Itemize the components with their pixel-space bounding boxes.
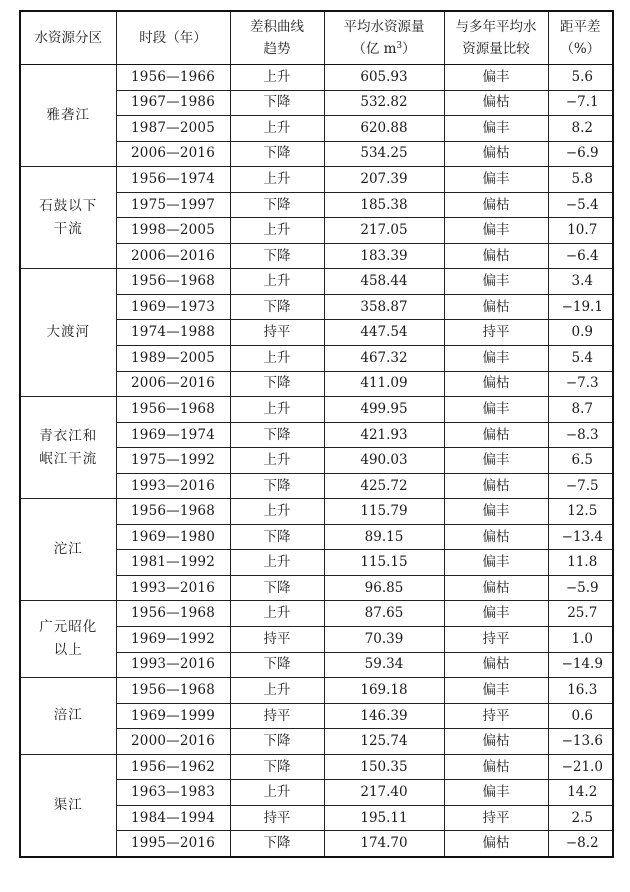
compare-cell: 偏丰 [444,65,548,91]
compare-cell: 偏丰 [444,218,548,244]
trend-cell: 下降 [230,652,324,678]
period-cell: 1993—2016 [116,473,230,499]
header-average-unit-sup: 3 [396,41,403,51]
compare-cell: 偏丰 [444,269,548,295]
zone-name-line: 大渡河 [46,324,90,341]
header-trend [230,11,324,65]
average-cell: 532.82 [324,90,444,116]
deviation-cell: −6.9 [548,141,613,167]
compare-cell: 偏枯 [444,90,548,116]
average-cell: 490.03 [324,448,444,474]
trend-cell: 下降 [230,473,324,499]
average-cell: 425.72 [324,473,444,499]
zone-name-line: 渠江 [53,796,83,813]
average-cell: 421.93 [324,422,444,448]
trend-cell: 上升 [230,499,324,525]
period-cell: 2000—2016 [116,729,230,755]
water-resources-table [19,10,614,858]
compare-cell: 偏枯 [444,831,548,857]
average-cell: 87.65 [324,601,444,627]
trend-cell: 上升 [230,601,324,627]
compare-cell: 偏枯 [444,192,548,218]
zone-name-line: 雅砻江 [46,107,90,124]
deviation-cell: 8.2 [548,116,613,142]
period-cell: 1975—1997 [116,192,230,218]
period-cell: 1969—1999 [116,703,230,729]
zone-cell [20,678,116,755]
deviation-cell: −13.4 [548,524,613,550]
average-cell: 125.74 [324,729,444,755]
deviation-cell: 8.7 [548,397,613,423]
period-cell: 1956—1968 [116,499,230,525]
deviation-cell: 16.3 [548,678,613,704]
period-cell: 1956—1968 [116,269,230,295]
average-cell: 169.18 [324,678,444,704]
deviation-cell: −7.3 [548,371,613,397]
header-compare [444,11,548,65]
average-cell: 59.34 [324,652,444,678]
header-period-text: 时段（年） [139,29,207,46]
compare-cell: 偏枯 [444,754,548,780]
trend-cell: 上升 [230,780,324,806]
zone-cell [20,397,116,499]
header-average-unit-post: ） [402,41,416,57]
period-cell: 1969—1980 [116,524,230,550]
compare-cell: 偏丰 [444,499,548,525]
trend-cell: 上升 [230,218,324,244]
trend-cell: 下降 [230,243,324,269]
trend-cell: 下降 [230,831,324,857]
trend-cell: 上升 [230,448,324,474]
header-average-line1: 平均水资源量 [343,18,425,35]
period-cell: 1984—1994 [116,805,230,831]
average-cell: 358.87 [324,294,444,320]
deviation-cell: 0.9 [548,320,613,346]
average-cell: 96.85 [324,575,444,601]
deviation-cell: −14.9 [548,652,613,678]
compare-cell: 偏丰 [444,346,548,372]
average-cell: 620.88 [324,116,444,142]
deviation-cell: −8.3 [548,422,613,448]
period-cell: 1989—2005 [116,346,230,372]
trend-cell: 上升 [230,346,324,372]
period-cell: 1969—1973 [116,294,230,320]
zone-name-line: 以上 [53,642,83,659]
trend-cell: 下降 [230,524,324,550]
table-row [20,269,613,295]
deviation-cell: 10.7 [548,218,613,244]
period-cell: 1969—1992 [116,627,230,653]
header-deviation-line1: 距平差 [560,18,601,35]
zone-cell [20,601,116,678]
zone-cell [20,754,116,857]
trend-cell: 上升 [230,678,324,704]
compare-cell: 偏枯 [444,294,548,320]
deviation-cell: −5.4 [548,192,613,218]
trend-cell: 下降 [230,575,324,601]
trend-cell: 上升 [230,550,324,576]
header-zone [20,11,116,65]
average-cell: 534.25 [324,141,444,167]
trend-cell: 下降 [230,371,324,397]
header-average-unit-pre: （亿 m [352,41,397,57]
period-cell: 1956—1968 [116,397,230,423]
deviation-cell: 6.5 [548,448,613,474]
compare-cell: 偏丰 [444,116,548,142]
trend-cell: 上升 [230,116,324,142]
compare-cell: 偏丰 [444,397,548,423]
header-deviation-line2: （%） [560,41,601,57]
period-cell: 1956—1974 [116,167,230,193]
average-cell: 174.70 [324,831,444,857]
average-cell: 146.39 [324,703,444,729]
zone-cell [20,65,116,167]
deviation-cell: −21.0 [548,754,613,780]
average-cell: 70.39 [324,627,444,653]
period-cell: 1998—2005 [116,218,230,244]
header-deviation [548,11,613,65]
header-zone-text: 水资源分区 [34,29,102,46]
average-cell: 499.95 [324,397,444,423]
period-cell: 2006—2016 [116,243,230,269]
table-row [20,499,613,525]
trend-cell: 持平 [230,320,324,346]
deviation-cell: −7.1 [548,90,613,116]
period-cell: 2006—2016 [116,371,230,397]
compare-cell: 偏枯 [444,524,548,550]
average-cell: 467.32 [324,346,444,372]
period-cell: 1974—1988 [116,320,230,346]
compare-cell: 持平 [444,320,548,346]
deviation-cell: 11.8 [548,550,613,576]
average-cell: 605.93 [324,65,444,91]
zone-cell [20,499,116,601]
compare-cell: 偏丰 [444,601,548,627]
zone-cell [20,167,116,269]
period-cell: 1956—1968 [116,678,230,704]
zone-name-line: 岷江干流 [39,450,98,467]
average-cell: 447.54 [324,320,444,346]
average-cell: 150.35 [324,754,444,780]
table-row [20,678,613,704]
compare-cell: 持平 [444,805,548,831]
zone-name-line: 广元昭化 [39,619,98,636]
table-row [20,754,613,780]
compare-cell: 偏枯 [444,243,548,269]
deviation-cell: −13.6 [548,729,613,755]
compare-cell: 偏枯 [444,371,548,397]
trend-cell: 上升 [230,65,324,91]
zone-name-line: 干流 [53,220,83,237]
compare-cell: 持平 [444,627,548,653]
average-cell: 217.05 [324,218,444,244]
zone-cell [20,269,116,397]
average-cell: 183.39 [324,243,444,269]
period-cell: 1987—2005 [116,116,230,142]
deviation-cell: 3.4 [548,269,613,295]
average-cell: 115.79 [324,499,444,525]
period-cell: 2006—2016 [116,141,230,167]
average-cell: 207.39 [324,167,444,193]
compare-cell: 偏枯 [444,575,548,601]
deviation-cell: 5.6 [548,65,613,91]
period-cell: 1993—2016 [116,575,230,601]
average-cell: 217.40 [324,780,444,806]
deviation-cell: 14.2 [548,780,613,806]
average-cell: 458.44 [324,269,444,295]
period-cell: 1975—1992 [116,448,230,474]
compare-cell: 偏丰 [444,780,548,806]
average-cell: 411.09 [324,371,444,397]
deviation-cell: 0.6 [548,703,613,729]
table-row [20,601,613,627]
period-cell: 1995—2016 [116,831,230,857]
compare-cell: 偏枯 [444,141,548,167]
period-cell: 1967—1986 [116,90,230,116]
deviation-cell: −7.5 [548,473,613,499]
compare-cell: 偏枯 [444,473,548,499]
deviation-cell: 2.5 [548,805,613,831]
compare-cell: 偏丰 [444,678,548,704]
trend-cell: 持平 [230,627,324,653]
header-trend-line2: 趋势 [263,41,291,57]
trend-cell: 下降 [230,192,324,218]
trend-cell: 持平 [230,703,324,729]
average-cell: 89.15 [324,524,444,550]
trend-cell: 下降 [230,294,324,320]
trend-cell: 下降 [230,90,324,116]
compare-cell: 偏枯 [444,729,548,755]
compare-cell: 偏丰 [444,167,548,193]
compare-cell: 偏丰 [444,448,548,474]
compare-cell: 偏丰 [444,550,548,576]
header-row [20,11,613,65]
deviation-cell: −19.1 [548,294,613,320]
trend-cell: 下降 [230,754,324,780]
period-cell: 1956—1962 [116,754,230,780]
trend-cell: 上升 [230,269,324,295]
trend-cell: 上升 [230,167,324,193]
table-header [20,11,613,65]
period-cell: 1981—1992 [116,550,230,576]
header-period [116,11,230,65]
header-compare-line1: 与多年平均水 [455,18,537,35]
period-cell: 1956—1966 [116,65,230,91]
period-cell: 1963—1983 [116,780,230,806]
period-cell: 1969—1974 [116,422,230,448]
period-cell: 1993—2016 [116,652,230,678]
header-trend-line1: 差积曲线 [250,18,304,35]
table-row [20,167,613,193]
deviation-cell: 5.8 [548,167,613,193]
deviation-cell: −5.9 [548,575,613,601]
average-cell: 195.11 [324,805,444,831]
deviation-cell: 25.7 [548,601,613,627]
trend-cell: 上升 [230,397,324,423]
average-cell: 185.38 [324,192,444,218]
compare-cell: 持平 [444,703,548,729]
deviation-cell: 12.5 [548,499,613,525]
deviation-cell: 5.4 [548,346,613,372]
average-cell: 115.15 [324,550,444,576]
table-body [20,65,613,857]
trend-cell: 下降 [230,141,324,167]
deviation-cell: 1.0 [548,627,613,653]
zone-name-line: 石鼓以下 [39,197,98,214]
table-row [20,65,613,91]
zone-name-line: 青衣江和 [39,427,98,444]
period-cell: 1956—1968 [116,601,230,627]
deviation-cell: −8.2 [548,831,613,857]
zone-name-line: 沱江 [53,541,83,558]
compare-cell: 偏枯 [444,422,548,448]
trend-cell: 下降 [230,729,324,755]
trend-cell: 持平 [230,805,324,831]
zone-name-line: 涪江 [53,707,83,724]
trend-cell: 下降 [230,422,324,448]
compare-cell: 偏枯 [444,652,548,678]
header-average [324,11,444,65]
header-compare-line2: 资源量比较 [462,41,530,57]
deviation-cell: −6.4 [548,243,613,269]
table-row [20,397,613,423]
header-average-line2 [325,38,444,60]
